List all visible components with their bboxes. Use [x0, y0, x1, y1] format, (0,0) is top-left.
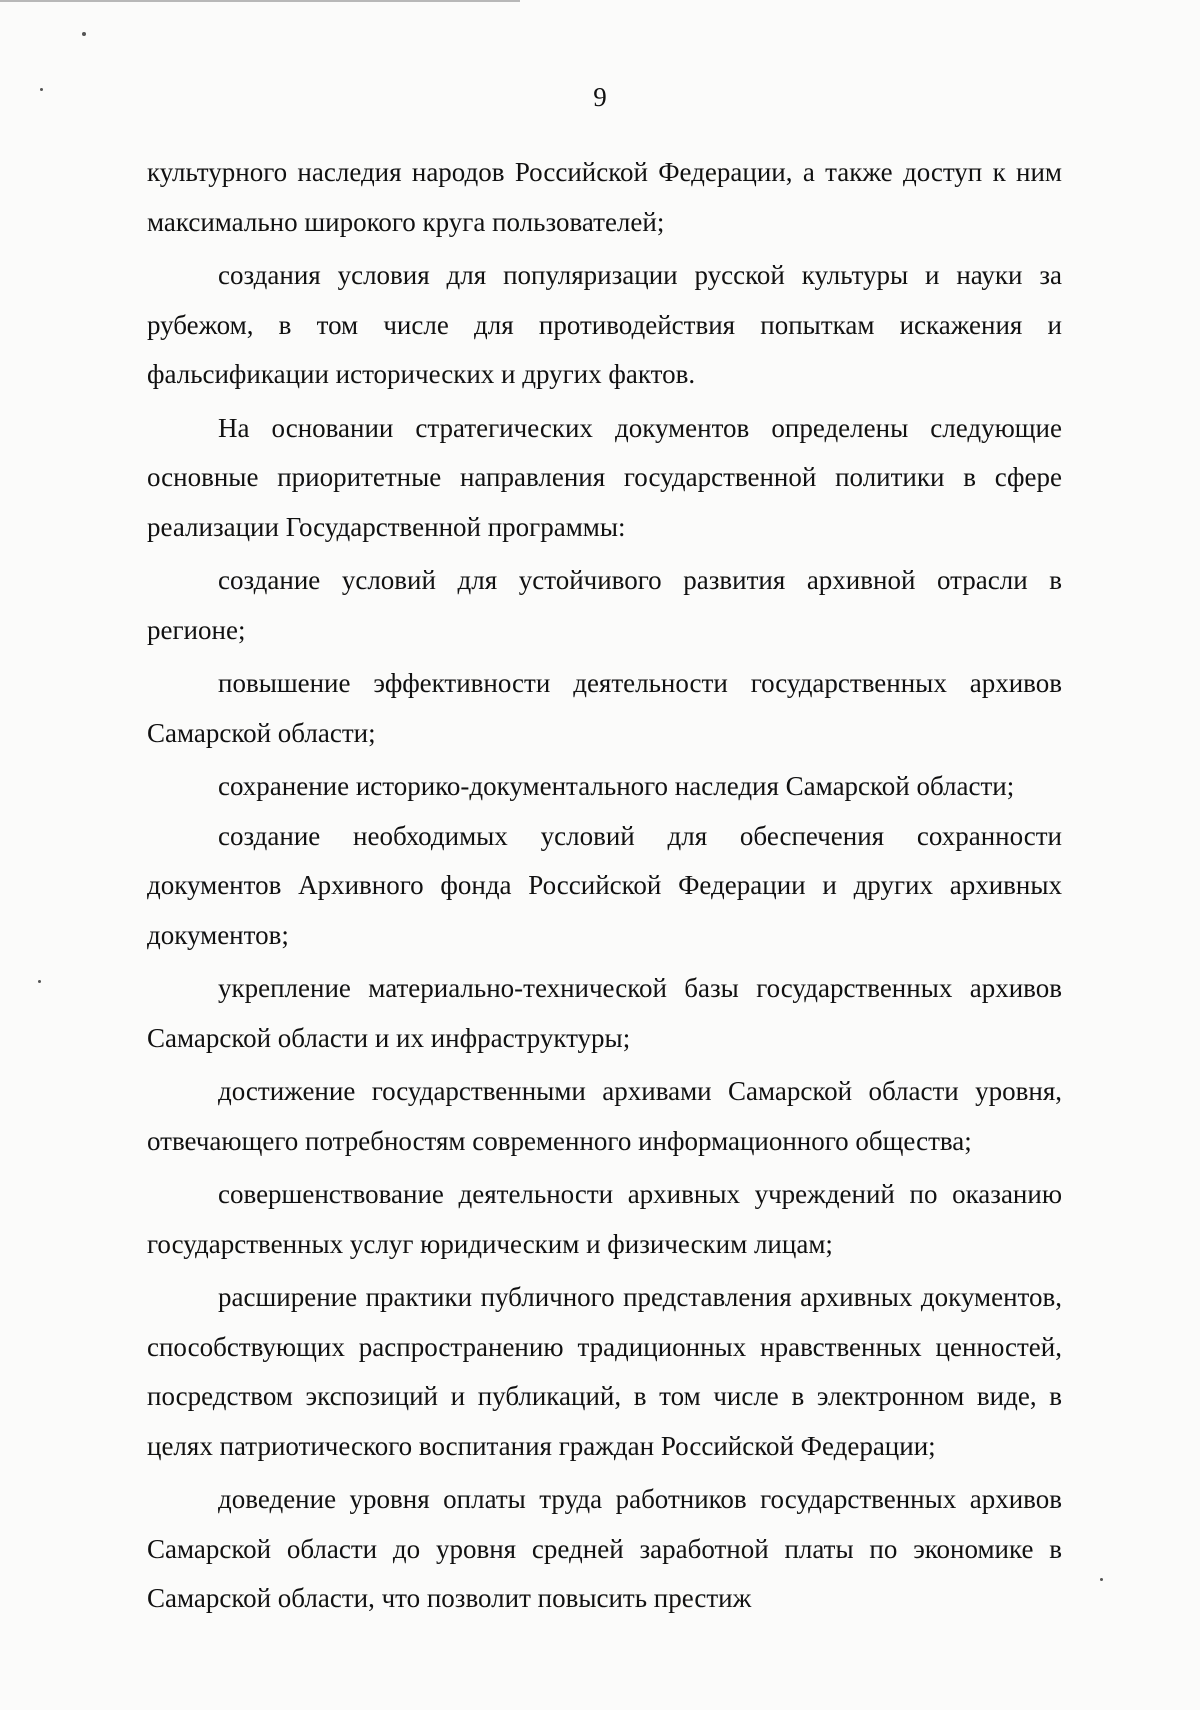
- paragraph: совершенствование деятельности архивных учреждений по оказанию государственных услуг юридическим и физическим лицам;: [147, 1179, 1062, 1259]
- paragraph: достижение государственными архивами Самарской области уровня, отвечающего потребностям современного информационного общества;: [147, 1076, 1062, 1156]
- scan-speck: [1100, 1578, 1103, 1581]
- paragraph: расширение практики публичного представления архивных документов, способствующих распространению традиционных нравственных ценностей, посредством экспозиций и публикаций, в том числе в электронном виде, в целях патриотического воспитания граждан Российской Федерации;: [147, 1282, 1062, 1461]
- scan-speck: [82, 32, 86, 36]
- scan-edge-line: [0, 0, 520, 2]
- paragraph: сохранение историко-документального наследия Самарской области;: [218, 771, 1015, 801]
- paragraph: доведение уровня оплаты труда работников государственных архивов Самарской области до уровня средней заработной платы по экономике в Самарской области, что позволит повысить престиж: [147, 1484, 1062, 1613]
- paragraph: укрепление материально-технической базы государственных архивов Самарской области и их инфраструктуры;: [147, 973, 1062, 1053]
- paragraph: культурного наследия народов Российской Федерации, а также доступ к ним максимально широкого круга пользователей;: [147, 157, 1062, 237]
- paragraph: повышение эффективности деятельности государственных архивов Самарской области;: [147, 668, 1062, 748]
- body-text: [147, 148, 1062, 1624]
- paragraph: создание условий для устойчивого развития архивной отрасли в регионе;: [147, 565, 1062, 645]
- paragraph: На основании стратегических документов определены следующие основные приоритетные направления государственной политики в сфере реализации Государственной программы:: [147, 412, 1062, 542]
- page-number: 9: [593, 82, 607, 112]
- paragraph: создания условия для популяризации русской культуры и науки за рубежом, в том числе для противодействия попыткам искажения и фальсификации исторических и других фактов.: [147, 260, 1062, 389]
- paragraph: создание необходимых условий для обеспечения сохранности документов Архивного фонда Российской Федерации и других архивных документов;: [147, 820, 1062, 950]
- scan-speck: [38, 980, 41, 983]
